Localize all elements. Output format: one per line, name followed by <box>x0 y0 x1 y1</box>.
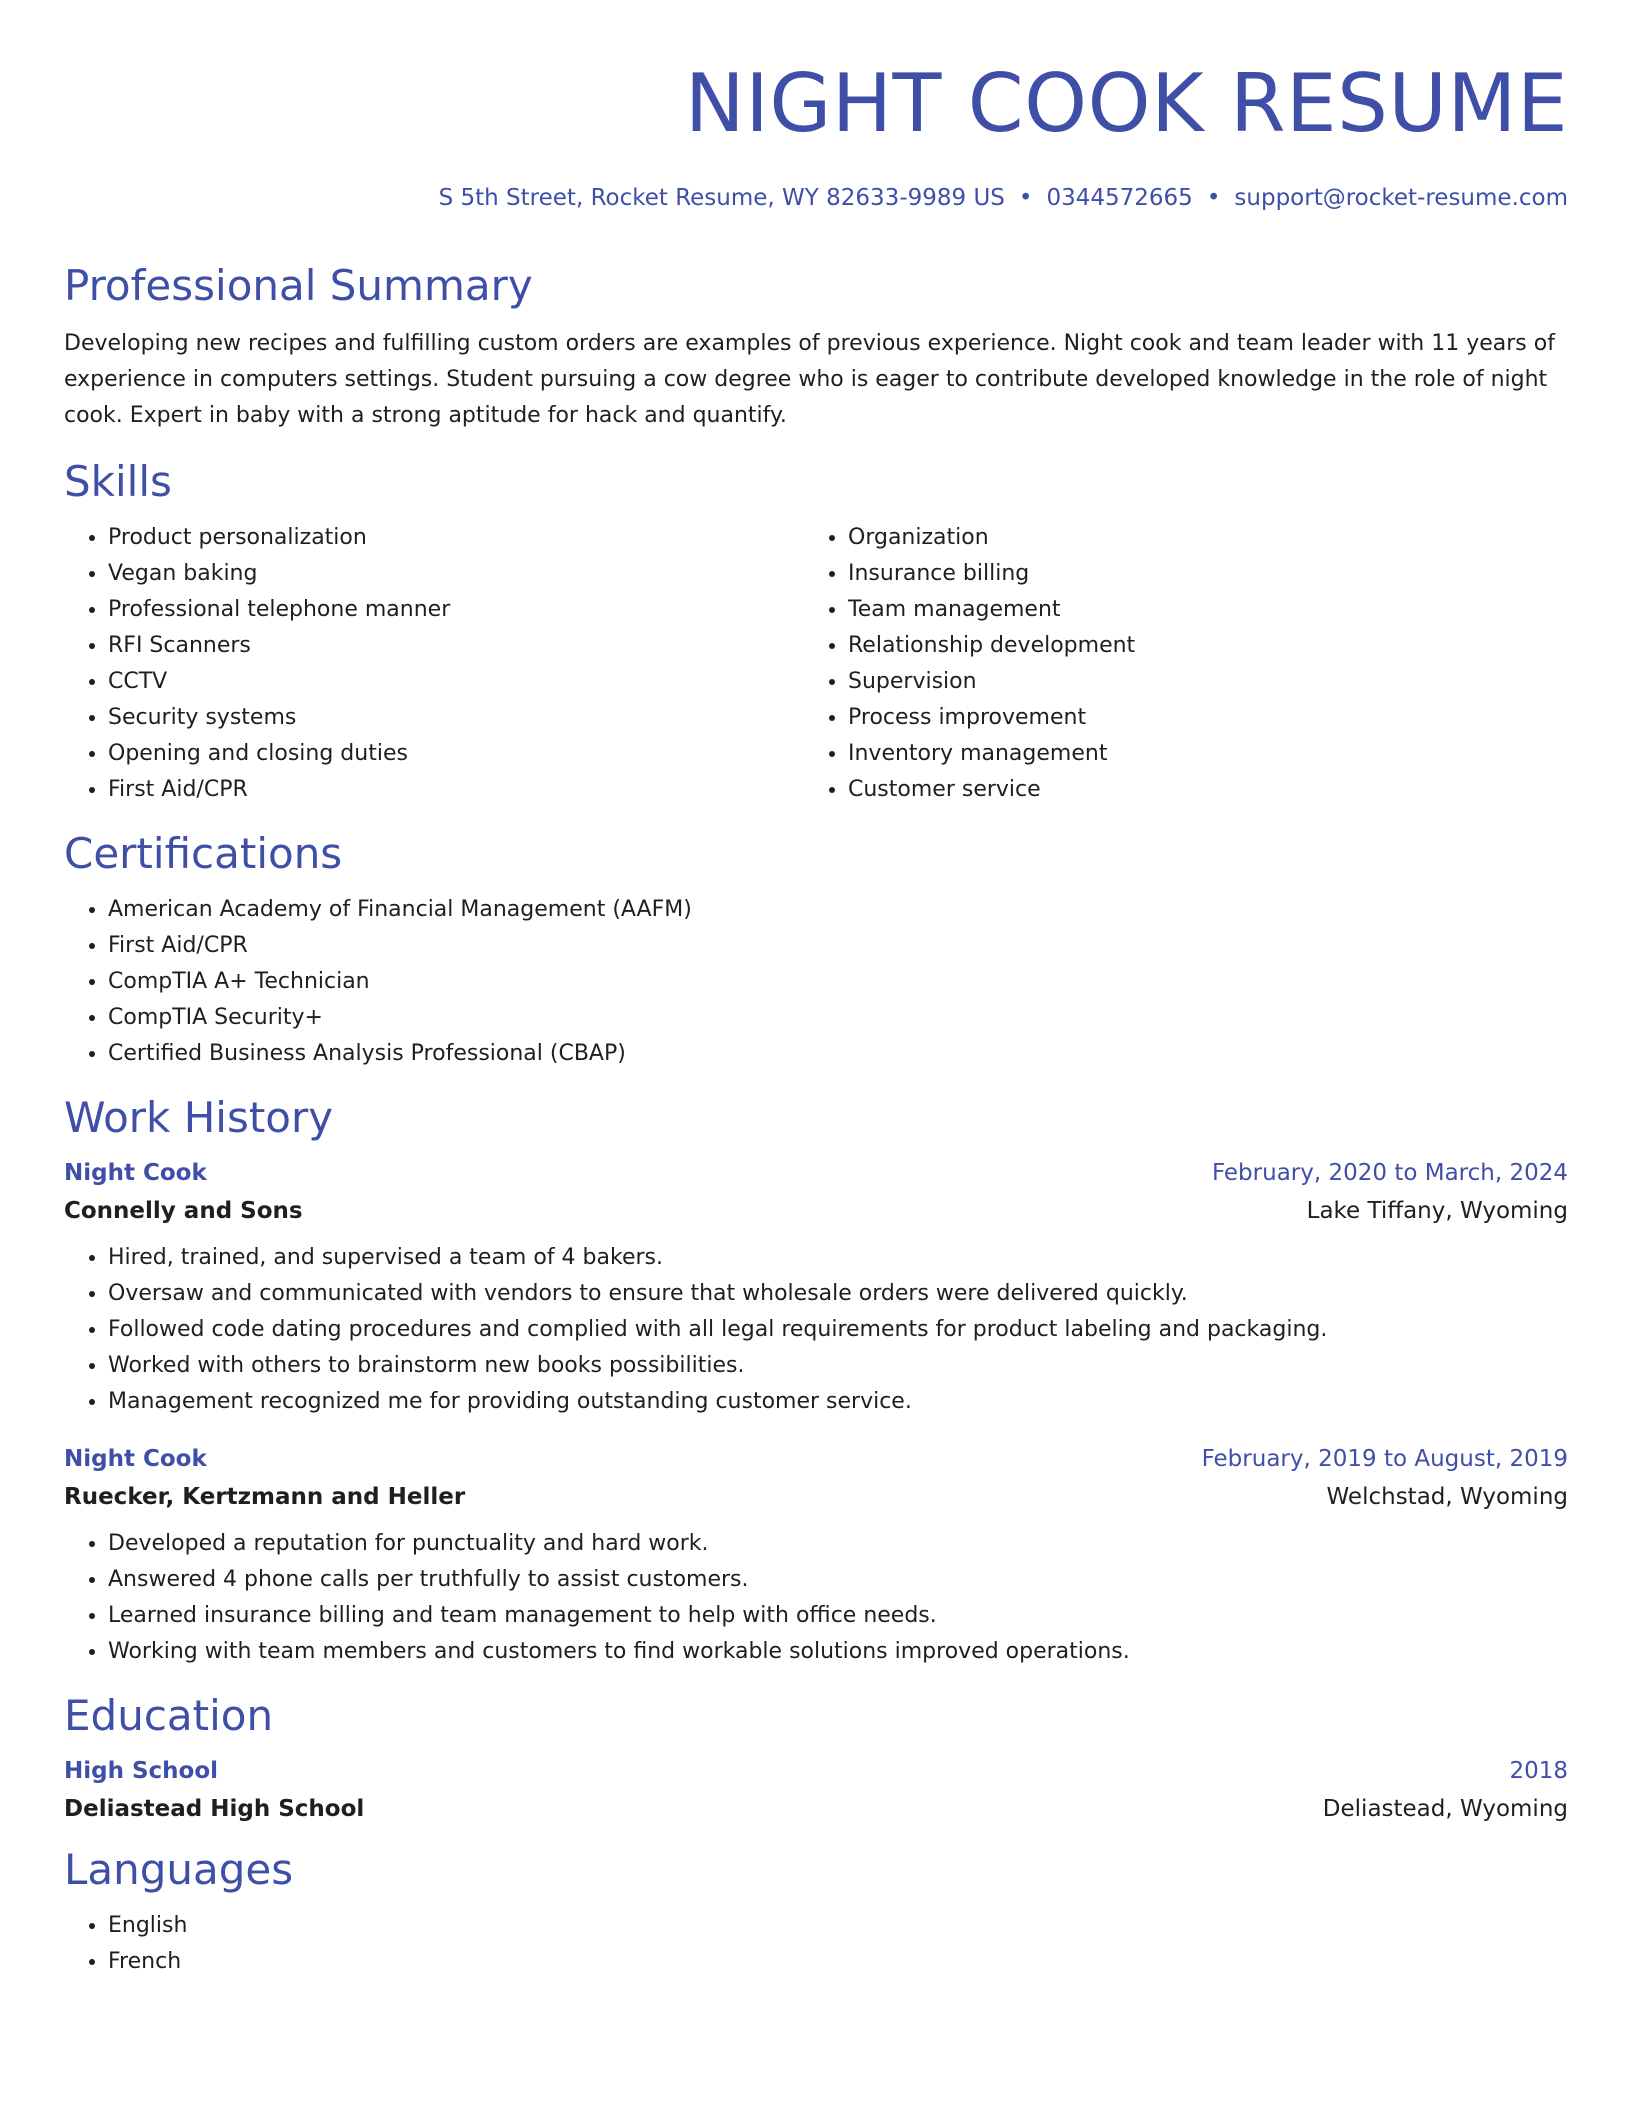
skills-grid <box>64 520 1568 808</box>
certifications-list <box>64 892 1568 1072</box>
list-item: • Opening and closing duties <box>108 736 804 772</box>
list-item: • English <box>108 1908 1568 1944</box>
education-year: 2018 <box>1509 1758 1568 1784</box>
job-dates: February, 2020 to March, 2024 <box>1211 1160 1568 1186</box>
list-item: • Customer service <box>848 772 1544 808</box>
list-item: • CCTV <box>108 664 804 700</box>
list-item: • Inventory management <box>848 736 1544 772</box>
education-section <box>64 1690 1568 1828</box>
list-item: • Developed a reputation for punctuality and hard work. <box>108 1526 1568 1562</box>
languages-list <box>64 1908 1568 1980</box>
skills-list-right <box>804 520 1544 808</box>
job-location: Welchstad, Wyoming <box>1326 1484 1568 1510</box>
education-header <box>64 1752 1568 1790</box>
professional-summary-section <box>64 260 1568 434</box>
list-item: • Management recognized me for providing outstanding customer service. <box>108 1384 1568 1420</box>
contact-line <box>64 182 1568 214</box>
list-item: • Supervision <box>848 664 1544 700</box>
contact-separator: • <box>1206 185 1221 211</box>
skills-column-right <box>804 520 1544 808</box>
job-subheader <box>64 1192 1568 1230</box>
section-heading: Professional Summary <box>64 261 533 310</box>
list-item: • Oversaw and communicated with vendors to ensure that wholesale orders were delivered quickly. <box>108 1276 1568 1312</box>
list-item: • Followed code dating procedures and complied with all legal requirements for product labeling and packaging. <box>108 1312 1568 1348</box>
resume-title: NIGHT COOK RESUME <box>684 57 1568 150</box>
skills-column-left <box>64 520 804 808</box>
education-subheader <box>64 1790 1568 1828</box>
list-item: • Insurance billing <box>848 556 1544 592</box>
list-item: • Certified Business Analysis Professional (CBAP) <box>108 1036 1568 1072</box>
section-heading: Certifications <box>64 829 343 878</box>
education-degree: High School <box>64 1758 219 1784</box>
list-item: • Product personalization <box>108 520 804 556</box>
education-location: Deliastead, Wyoming <box>1322 1796 1568 1822</box>
job-location: Lake Tiffany, Wyoming <box>1306 1198 1568 1224</box>
summary-text: Developing new recipes and fulfilling custom orders are examples of previous experience. Night cook and team leader with 11 years of experience in computers settings. Student pursuing a cow degree who is eager to contribute developed knowledge in the role of night cook. Expert in baby with a strong aptitude for hack and quantify. <box>64 331 1555 428</box>
list-item: • Working with team members and customers to find workable solutions improved operations. <box>108 1634 1568 1670</box>
list-item: • Organization <box>848 520 1544 556</box>
list-item: • French <box>108 1944 1568 1980</box>
section-heading: Languages <box>64 1845 294 1894</box>
job-dates: February, 2019 to August, 2019 <box>1201 1446 1568 1472</box>
list-item: • RFI Scanners <box>108 628 804 664</box>
list-item: • Process improvement <box>848 700 1544 736</box>
job-title: Night Cook <box>64 1446 207 1472</box>
list-item: • Answered 4 phone calls per truthfully to assist customers. <box>108 1562 1568 1598</box>
job-bullets <box>64 1240 1568 1420</box>
skills-list-left <box>64 520 804 808</box>
job-company: Connelly and Sons <box>64 1198 303 1224</box>
list-item: • First Aid/CPR <box>108 772 804 808</box>
job-entry <box>64 1154 1568 1420</box>
list-item: • Team management <box>848 592 1544 628</box>
section-heading: Work History <box>64 1093 334 1142</box>
job-header <box>64 1154 1568 1192</box>
section-heading: Skills <box>64 457 172 506</box>
list-item: • American Academy of Financial Management (AAFM) <box>108 892 1568 928</box>
contact-separator: • <box>1018 185 1033 211</box>
list-item: • CompTIA A+ Technician <box>108 964 1568 1000</box>
job-header <box>64 1440 1568 1478</box>
list-item: • Relationship development <box>848 628 1544 664</box>
section-heading: Education <box>64 1691 274 1740</box>
list-item: • Worked with others to brainstorm new books possibilities. <box>108 1348 1568 1384</box>
job-entry <box>64 1440 1568 1670</box>
job-title: Night Cook <box>64 1160 207 1186</box>
list-item: • CompTIA Security+ <box>108 1000 1568 1036</box>
list-item: • Security systems <box>108 700 804 736</box>
list-item: • First Aid/CPR <box>108 928 1568 964</box>
job-bullets <box>64 1526 1568 1670</box>
list-item: • Professional telephone manner <box>108 592 804 628</box>
list-item: • Vegan baking <box>108 556 804 592</box>
list-item: • Hired, trained, and supervised a team of 4 bakers. <box>108 1240 1568 1276</box>
job-subheader <box>64 1478 1568 1516</box>
contact-phone: 0344572665 <box>1046 185 1193 211</box>
skills-section <box>64 456 1568 808</box>
contact-email: support@rocket-resume.com <box>1234 185 1568 211</box>
languages-section <box>64 1844 1568 1980</box>
work-history-section <box>64 1092 1568 1670</box>
list-item: • Learned insurance billing and team management to help with office needs. <box>108 1598 1568 1634</box>
certifications-section <box>64 828 1568 1072</box>
contact-address: S 5th Street, Rocket Resume, WY 82633-9989 US <box>438 185 1005 211</box>
job-company: Ruecker, Kertzmann and Heller <box>64 1484 466 1510</box>
education-school: Deliastead High School <box>64 1796 365 1822</box>
